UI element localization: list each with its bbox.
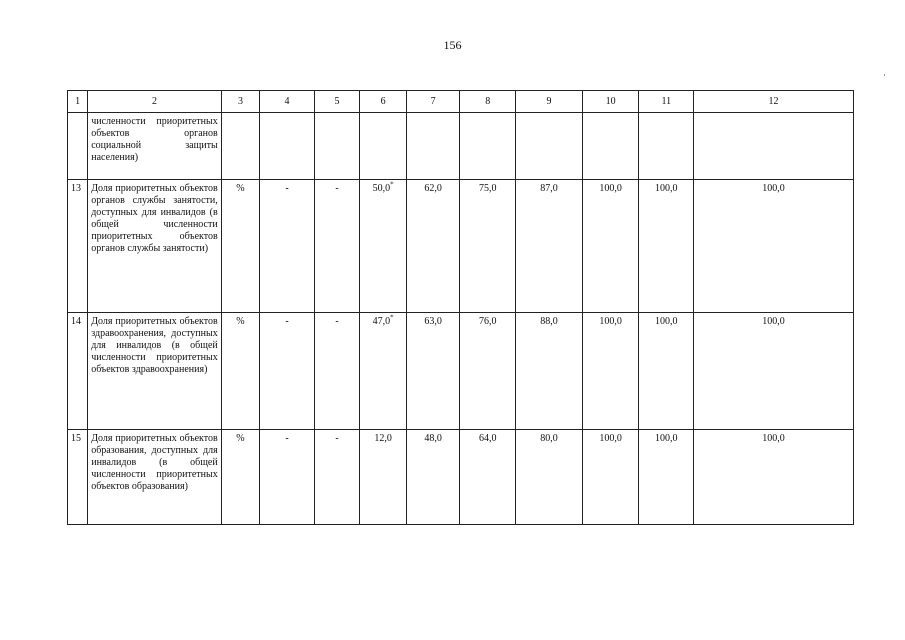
footnote-mark: * (390, 180, 394, 189)
value-text: 47,0 (372, 316, 391, 327)
value-cell: - (314, 180, 360, 313)
header-cell: 5 (314, 91, 360, 113)
empty-cell (68, 113, 88, 180)
value-cell (360, 430, 407, 525)
header-cell: 1 (68, 91, 88, 113)
empty-cell (582, 113, 639, 180)
row-number: 15 (68, 430, 88, 525)
empty-cell (406, 113, 460, 180)
page-number: 156 (443, 38, 462, 52)
value-text: 50,0 (372, 183, 391, 194)
value-cell (360, 180, 407, 313)
unit-cell: % (221, 313, 259, 430)
value-cell: 75,0 (460, 180, 516, 313)
header-cell: 2 (88, 91, 222, 113)
value-cell: - (260, 430, 315, 525)
value-cell: - (260, 313, 315, 430)
value-cell: 80,0 (516, 430, 583, 525)
row-number: 13 (68, 180, 88, 313)
continuation-text: численности приоритетных объектов органов социальной защиты населения) (88, 113, 222, 180)
value-cell: - (314, 430, 360, 525)
header-cell: 7 (406, 91, 460, 113)
indicator-description: Доля приоритетных объектов образования, доступных для инвалидов (в общей численности приоритетных объектов образования) (88, 430, 222, 525)
empty-cell (221, 113, 259, 180)
table-row (68, 180, 854, 313)
header-cell: 3 (221, 91, 259, 113)
scan-speck (884, 74, 885, 76)
value-cell: 100,0 (694, 313, 854, 430)
value-cell: 64,0 (460, 430, 516, 525)
header-row (68, 91, 854, 113)
unit-cell: % (221, 180, 259, 313)
indicator-description: Доля приоритетных объектов здравоохранения, доступных для инвалидов (в общей численности приоритетных объектов здравоохранения) (88, 313, 222, 430)
empty-cell (314, 113, 360, 180)
unit-cell: % (221, 430, 259, 525)
value-cell: 88,0 (516, 313, 583, 430)
table-row (68, 430, 854, 525)
value-cell: 100,0 (639, 313, 694, 430)
header-cell: 8 (460, 91, 516, 113)
header-cell: 12 (694, 91, 854, 113)
value-cell: 100,0 (639, 430, 694, 525)
row-number: 14 (68, 313, 88, 430)
value-cell: 76,0 (460, 313, 516, 430)
empty-cell (694, 113, 854, 180)
empty-cell (360, 113, 407, 180)
value-text: 12,0 (374, 433, 392, 444)
header-cell: 10 (582, 91, 639, 113)
value-cell: 62,0 (406, 180, 460, 313)
value-cell: 100,0 (582, 313, 639, 430)
empty-cell (516, 113, 583, 180)
value-cell: 100,0 (639, 180, 694, 313)
value-cell (360, 313, 407, 430)
value-cell: - (314, 313, 360, 430)
value-cell: 63,0 (406, 313, 460, 430)
continuation-row (68, 113, 854, 180)
indicators-table (67, 90, 854, 525)
value-cell: 48,0 (406, 430, 460, 525)
empty-cell (460, 113, 516, 180)
indicator-description: Доля приоритетных объектов органов службы занятости, доступных для инвалидов (в общей численности приоритетных объектов органов службы занятости) (88, 180, 222, 313)
value-cell: - (260, 180, 315, 313)
header-cell: 4 (260, 91, 315, 113)
header-cell: 11 (639, 91, 694, 113)
value-cell: 87,0 (516, 180, 583, 313)
footnote-mark: * (390, 313, 394, 322)
header-cell: 6 (360, 91, 407, 113)
header-cell: 9 (516, 91, 583, 113)
table-row (68, 313, 854, 430)
value-cell: 100,0 (582, 180, 639, 313)
empty-cell (639, 113, 694, 180)
empty-cell (260, 113, 315, 180)
value-cell: 100,0 (694, 430, 854, 525)
value-cell: 100,0 (582, 430, 639, 525)
value-cell: 100,0 (694, 180, 854, 313)
